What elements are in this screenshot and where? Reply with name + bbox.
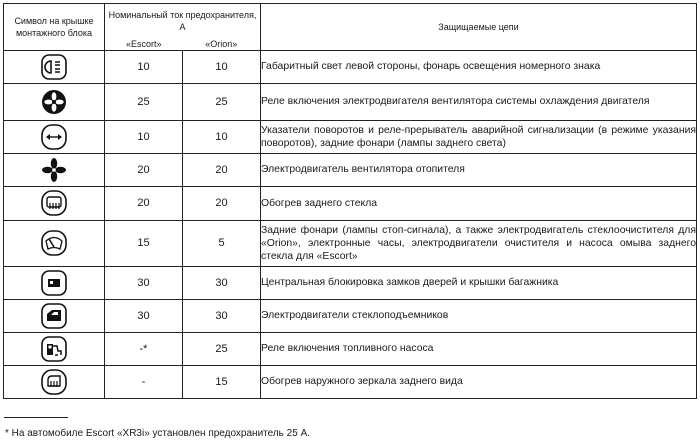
symbol-cell [4, 153, 105, 186]
circuit-description: Реле включения топливного насоса [261, 332, 697, 365]
table-row [4, 50, 697, 83]
orion-current: 5 [183, 220, 261, 266]
mirror-heater-icon [41, 369, 67, 395]
orion-column-header: «Orion» [183, 38, 261, 51]
orion-current: 25 [183, 332, 261, 365]
circuit-description: Центральная блокировка замков дверей и крышки багажника [261, 266, 697, 299]
orion-current: 20 [183, 186, 261, 220]
radiator-fan-icon [41, 89, 67, 115]
heater-fan-icon [41, 157, 67, 183]
central-lock-icon [41, 270, 67, 296]
parking-light-icon [41, 54, 67, 80]
circuits-column-header: Защищаемые цепи [261, 4, 697, 51]
table-row [4, 220, 697, 266]
circuit-description: Обогрев заднего стекла [261, 186, 697, 220]
symbol-cell [4, 220, 105, 266]
escort-current: 20 [105, 153, 183, 186]
escort-current: -* [105, 332, 183, 365]
fuse-table [3, 3, 697, 399]
escort-current: 15 [105, 220, 183, 266]
table-row [4, 266, 697, 299]
table-row [4, 186, 697, 220]
table-row [4, 299, 697, 332]
circuit-description: Электродвигатель вентилятора отопителя [261, 153, 697, 186]
symbol-cell [4, 186, 105, 220]
rear-window-heater-icon [41, 190, 67, 216]
footnote-divider [4, 417, 68, 418]
symbol-cell [4, 266, 105, 299]
orion-current: 15 [183, 365, 261, 398]
table-row [4, 153, 697, 186]
escort-current: 25 [105, 83, 183, 120]
escort-current: 30 [105, 299, 183, 332]
symbol-cell [4, 50, 105, 83]
orion-current: 20 [183, 153, 261, 186]
table-row [4, 365, 697, 398]
footnote: * На автомобиле Escort «XR3i» установлен предохранитель 25 А. [5, 428, 311, 439]
orion-current: 30 [183, 266, 261, 299]
symbol-column-header: Символ на крышке монтажного блока [4, 4, 105, 51]
circuit-description: Обогрев наружного зеркала заднего вида [261, 365, 697, 398]
fuel-pump-icon [41, 336, 67, 362]
orion-current: 10 [183, 120, 261, 153]
symbol-cell [4, 332, 105, 365]
table-row [4, 83, 697, 120]
symbol-cell [4, 120, 105, 153]
circuit-description: Электродвигатели стеклоподъемников [261, 299, 697, 332]
circuit-description: Указатели поворотов и реле-прерыватель аварийной сигнализации (в режиме указания поворотов), задние фонари (лампы заднего света) [261, 120, 697, 153]
escort-current: - [105, 365, 183, 398]
power-window-icon [41, 303, 67, 329]
symbol-cell [4, 299, 105, 332]
escort-column-header: «Escort» [105, 38, 183, 51]
escort-current: 10 [105, 120, 183, 153]
current-column-header: Номинальный ток предохранителя, А [105, 4, 261, 38]
escort-current: 20 [105, 186, 183, 220]
circuit-description: Габаритный свет левой стороны, фонарь освещения номерного знака [261, 50, 697, 83]
orion-current: 25 [183, 83, 261, 120]
orion-current: 30 [183, 299, 261, 332]
escort-current: 30 [105, 266, 183, 299]
circuit-description: Задние фонари (лампы стоп-сигнала), а также электродвигатель стеклоочистителя для «Orion», электронные часы, электродвигатели очистителя и насоса омыва заднего стекла для «Escort» [261, 220, 697, 266]
table-row [4, 120, 697, 153]
turn-signal-icon [41, 124, 67, 150]
symbol-cell [4, 365, 105, 398]
symbol-cell [4, 83, 105, 120]
table-row [4, 332, 697, 365]
orion-current: 10 [183, 50, 261, 83]
circuit-description: Реле включения электродвигателя вентилятора системы охлаждения двигателя [261, 83, 697, 120]
wiper-icon [41, 230, 67, 256]
header-row [4, 4, 697, 38]
escort-current: 10 [105, 50, 183, 83]
